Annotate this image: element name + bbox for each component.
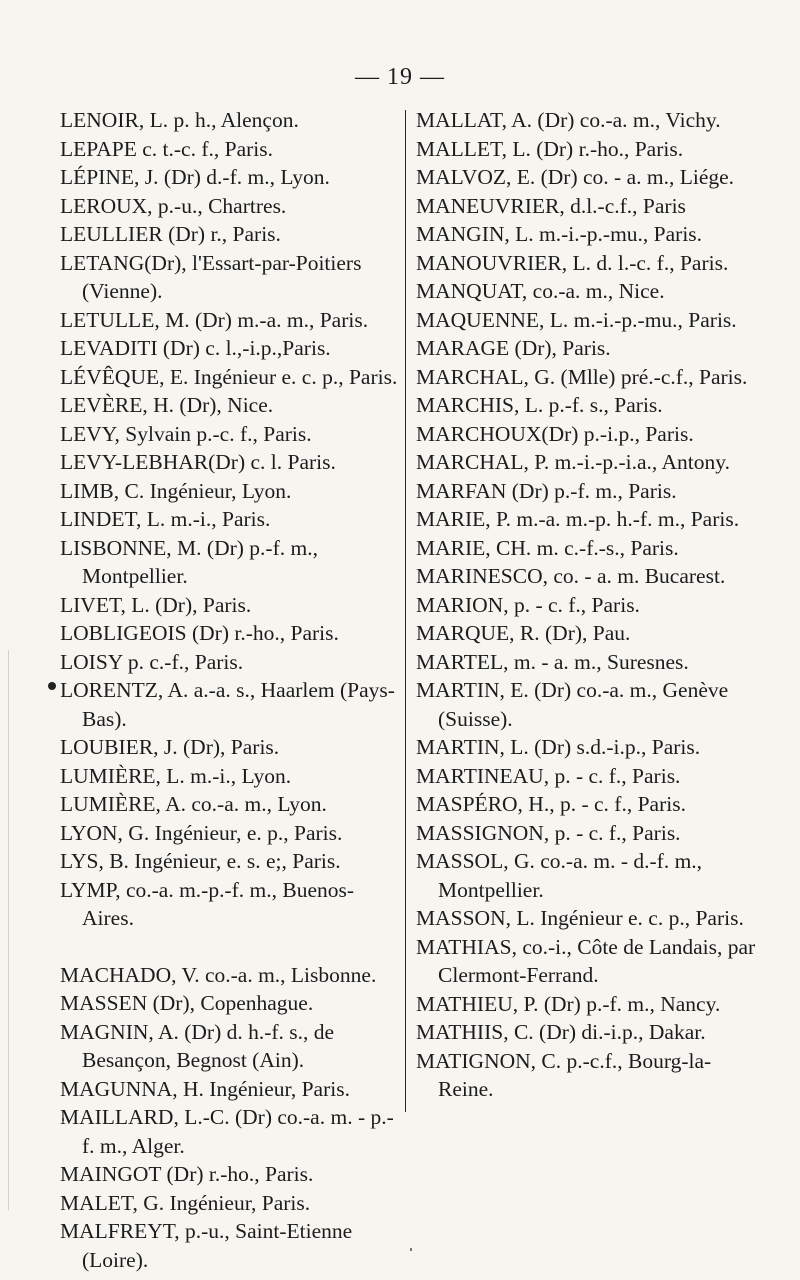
directory-entry: MARINESCO, co. - a. m. Bucarest. [416, 564, 726, 588]
ink-speck [410, 1248, 412, 1251]
directory-entry: MARCHAL, P. m.-i.-p.-i.a., Antony. [416, 450, 730, 474]
directory-entry: LEROUX, p.-u., Chartres. [60, 193, 287, 218]
directory-entry: LETANG(Dr), l'Essart-par-Poitiers (Vienne). [60, 250, 362, 303]
directory-entry: LINDET, L. m.-i., Paris. [60, 507, 271, 531]
directory-entry: LYON, G. Ingénieur, e. p., Paris. [60, 820, 343, 845]
directory-entry: LIMB, C. Ingénieur, Lyon. [60, 478, 292, 503]
directory-entry: MARQUE, R. (Dr), Pau. [416, 621, 631, 645]
directory-entry: MARTINEAU, p. - c. f., Paris. [416, 763, 681, 788]
directory-entry: MANOUVRIER, L. d. l.-c. f., Paris. [416, 250, 729, 275]
directory-entry: LYS, B. Ingénieur, e. s. e;, Paris. [60, 849, 341, 873]
directory-entry: LEVADITI (Dr) c. l.,-i.p.,Paris. [60, 336, 331, 360]
directory-entry: MATHIAS, co.-i., Côte de Landais, par Clermont-Ferrand. [416, 934, 756, 987]
directory-entry: LUMIÈRE, A. co.-a. m., Lyon. [60, 792, 327, 816]
directory-entry: LEPAPE c. t.-c. f., Paris. [60, 136, 273, 161]
directory-entry: MASPÉRO, H., p. - c. f., Paris. [416, 792, 686, 816]
directory-entry: LÉVÊQUE, E. Ingénieur e. c. p., Paris. [60, 364, 398, 389]
directory-entry: LEVY-LEBHAR(Dr) c. l. Paris. [60, 450, 336, 474]
margin-dot [48, 682, 56, 690]
directory-entry: MARTIN, E. (Dr) co.-a. m., Genève (Suisse). [416, 678, 729, 731]
directory-entry: MARCHAL, G. (Mlle) pré.-c.f., Paris. [416, 364, 748, 389]
directory-entry: MAGNIN, A. (Dr) d. h.-f. s., de Besançon, Begnost (Ain). [60, 1019, 335, 1072]
directory-entry: MASSEN (Dr), Copenhague. [60, 991, 314, 1015]
directory-entry: LETULLE, M. (Dr) m.-a. m., Paris. [60, 307, 369, 332]
directory-entry: MAGUNNA, H. Ingénieur, Paris. [60, 1076, 350, 1101]
directory-entry: MARTEL, m. - a. m., Suresnes. [416, 649, 689, 674]
directory-entry: MAQUENNE, L. m.-i.-p.-mu., Paris. [416, 307, 737, 332]
directory-entry: MARION, p. - c. f., Paris. [416, 592, 640, 617]
directory-entry: MALET, G. Ingénieur, Paris. [60, 1190, 311, 1215]
directory-entry: LOISY p. c.-f., Paris. [60, 649, 244, 674]
directory-entry: MALLAT, A. (Dr) co.-a. m., Vichy. [416, 108, 721, 132]
directory-entry: MARIE, CH. m. c.-f.-s., Paris. [416, 535, 679, 560]
left-column [60, 106, 400, 1274]
directory-entry: MALVOZ, E. (Dr) co. - a. m., Liége. [416, 165, 735, 189]
section-gap [60, 933, 400, 961]
margin-line [8, 650, 9, 1210]
directory-entry: MASSIGNON, p. - c. f., Paris. [416, 820, 681, 845]
directory-entry: MANEUVRIER, d.l.-c.f., Paris [416, 193, 686, 218]
directory-entry: LOBLIGEOIS (Dr) r.-ho., Paris. [60, 621, 339, 645]
directory-entry: LORENTZ, A. a.-a. s., Haarlem (Pays-Bas). [60, 678, 395, 731]
directory-entry: LUMIÈRE, L. m.-i., Lyon. [60, 763, 292, 788]
directory-entry: MALLET, L. (Dr) r.-ho., Paris. [416, 136, 684, 161]
directory-entry: MAILLARD, L.-C. (Dr) co.-a. m. - p.-f. m., Alger. [60, 1105, 394, 1158]
directory-entry: MARCHOUX(Dr) p.-i.p., Paris. [416, 421, 694, 446]
directory-entry: MATIGNON, C. p.-c.f., Bourg-la-Reine. [416, 1048, 712, 1101]
directory-entry: MANGIN, L. m.-i.-p.-mu., Paris. [416, 222, 703, 246]
directory-entry: MARTIN, L. (Dr) s.d.-i.p., Paris. [416, 735, 701, 759]
directory-entry: LÉPINE, J. (Dr) d.-f. m., Lyon. [60, 165, 330, 189]
directory-entry: MATHIEU, P. (Dr) p.-f. m., Nancy. [416, 991, 721, 1016]
directory-entry: MALFREYT, p.-u., Saint-Etienne (Loire). [60, 1219, 353, 1272]
column-divider [405, 110, 406, 1112]
directory-entry: MARAGE (Dr), Paris. [416, 336, 611, 360]
directory-entry: LYMP, co.-a. m.-p.-f. m., Buenos-Aires. [60, 877, 355, 930]
directory-entry: LEULLIER (Dr) r., Paris. [60, 222, 281, 246]
directory-entry: LISBONNE, M. (Dr) p.-f. m., Montpellier. [60, 535, 318, 588]
directory-entry: MASSON, L. Ingénieur e. c. p., Paris. [416, 906, 744, 930]
directory-entry: MATHIIS, C. (Dr) di.-i.p., Dakar. [416, 1020, 706, 1044]
directory-entry: MASSOL, G. co.-a. m. - d.-f. m., Montpellier. [416, 849, 703, 902]
directory-entry: MANQUAT, co.-a. m., Nice. [416, 279, 665, 303]
directory-entry: MARCHIS, L. p.-f. s., Paris. [416, 393, 663, 417]
directory-entry: LEVÈRE, H. (Dr), Nice. [60, 393, 274, 417]
page-number: — 19 — [355, 64, 445, 90]
directory-entry: MARIE, P. m.-a. m.-p. h.-f. m., Paris. [416, 507, 740, 531]
directory-entry: LIVET, L. (Dr), Paris. [60, 592, 252, 617]
directory-entry: LENOIR, L. p. h., Alençon. [60, 108, 299, 132]
directory-entry: MARFAN (Dr) p.-f. m., Paris. [416, 478, 677, 503]
right-column [416, 106, 762, 1104]
directory-entry: MACHADO, V. co.-a. m., Lisbonne. [60, 962, 377, 987]
directory-entry: MAINGOT (Dr) r.-ho., Paris. [60, 1162, 314, 1186]
directory-entry: LEVY, Sylvain p.-c. f., Paris. [60, 421, 312, 446]
directory-entry: LOUBIER, J. (Dr), Paris. [60, 735, 280, 759]
